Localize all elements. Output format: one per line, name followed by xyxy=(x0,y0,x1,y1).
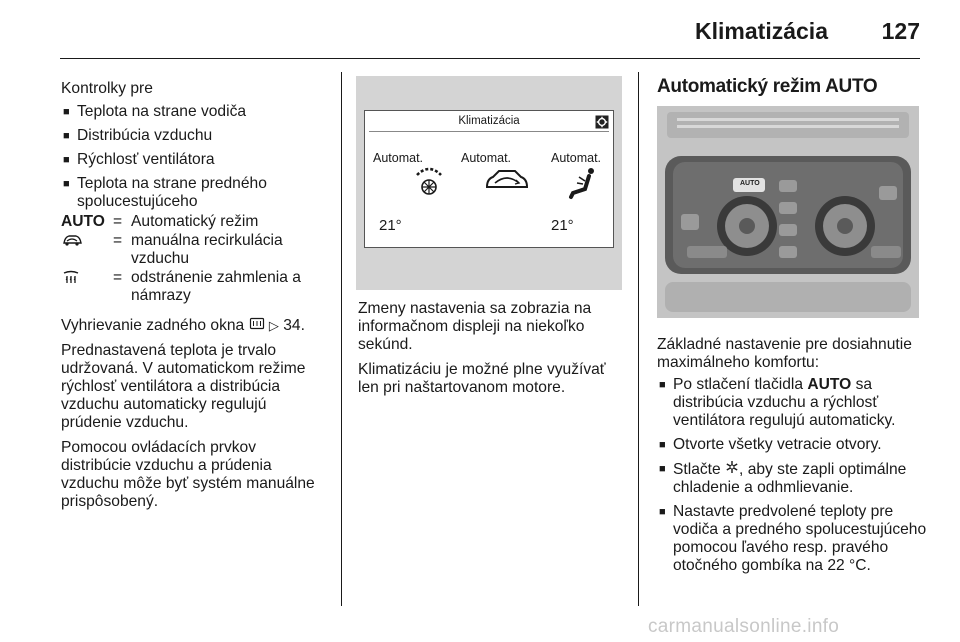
equals-sign: = xyxy=(113,213,123,230)
display-screen xyxy=(364,110,614,248)
rear-window-heating-icon xyxy=(249,317,265,334)
temperature-left: 21° xyxy=(379,217,402,234)
recirculation-description: manuálna recirkulácia vzduchu xyxy=(131,232,283,267)
page-number: 127 xyxy=(881,18,920,44)
seat-airflow-icon xyxy=(565,165,601,201)
list-item: ■ Teplota na strane predného spolucestujúceho xyxy=(61,175,277,211)
auto-mode-steps xyxy=(657,376,927,575)
list-item xyxy=(657,460,927,497)
display-label-center: Automat. xyxy=(461,151,512,165)
paragraph-display-changes: Zmeny nastavenia sa zobrazia na informačnom displeji na niekoľko sekúnd. xyxy=(358,300,592,353)
equals-sign: = xyxy=(113,232,123,249)
display-title: Klimatizácia xyxy=(458,115,520,127)
page-header xyxy=(60,16,920,56)
gear-icon xyxy=(595,115,609,129)
section-heading: Automatický režim AUTO xyxy=(657,76,878,97)
display-title-divider xyxy=(369,131,609,132)
step-text: Po stlačení tlačidla xyxy=(673,376,804,393)
display-label-left: Automat. xyxy=(373,151,424,165)
indicators-list xyxy=(61,103,329,211)
column-divider-2 xyxy=(638,72,639,606)
column-3-body xyxy=(657,336,927,575)
step-text: sa distribúcia vzduchu a rýchlosť ventilátora regulujú automaticky. xyxy=(673,376,896,429)
definitions-list xyxy=(61,213,329,305)
temperature-right: 21° xyxy=(551,217,574,234)
paragraph-manual-controls: Pomocou ovládacích prvkov distribúcie vzduchu a prúdenia vzduchu môže byť systém manuálne prispôsobený. xyxy=(61,439,315,510)
column-1 xyxy=(61,80,329,511)
list-item: ■ Otvorte všetky vetracie otvory. xyxy=(657,436,927,454)
rear-heating-text: Vyhrievanie zadného okna xyxy=(61,317,245,334)
column-2 xyxy=(358,300,628,397)
list-item: ■ Teplota na strane vodiča xyxy=(61,103,329,121)
list-item: ■ Nastavte predvolené teploty pre vodiča a predného spolucestujúceho pomocou ľavého resp. pravého otočného gombíka na 22 °C. xyxy=(657,503,927,575)
ac-snowflake-icon xyxy=(725,461,739,478)
climate-control-panel-image xyxy=(657,106,919,318)
rear-heating-ref xyxy=(61,317,329,335)
header-divider xyxy=(60,58,920,59)
display-label-right: Automat. xyxy=(551,151,602,165)
equals-sign: = xyxy=(113,269,123,286)
paragraph-engine-running: Klimatizáciu je možné plne využívať len pri naštartovanom motore. xyxy=(358,361,606,396)
watermark: carmanualsonline.info xyxy=(648,616,840,637)
page-title: Klimatizácia xyxy=(695,18,828,44)
rear-heating-page-link[interactable]: 34. xyxy=(283,317,305,334)
step-text: , aby ste zapli optimálne chladenie a odhmlievanie. xyxy=(673,461,907,496)
page-reference-arrow-icon: ▷ xyxy=(268,318,279,333)
list-item: ■ Distribúcia vzduchu xyxy=(61,127,329,145)
auto-button-ref: AUTO xyxy=(807,376,852,393)
defrost-description: odstránenie zahmlenia a námrazy xyxy=(131,269,301,304)
control-panel-illustration xyxy=(657,106,919,318)
list-item xyxy=(657,376,927,430)
recirculation-icon xyxy=(61,232,113,268)
defrost-icon xyxy=(61,269,113,305)
list-item: ■ Rýchlosť ventilátora xyxy=(61,151,329,169)
auto-description: Automatický režim xyxy=(131,213,259,230)
column-divider-1 xyxy=(341,72,342,606)
auto-button-label: AUTO xyxy=(740,180,760,187)
fan-icon xyxy=(411,165,447,201)
car-recirculation-icon xyxy=(483,165,531,195)
auto-mode-intro: Základné nastavenie pre dosiahnutie maximálneho komfortu: xyxy=(657,336,912,371)
paragraph-preset-temperature: Prednastavená teplota je trvalo udržovaná. V automatickom režime rýchlosť ventilátora a distribúcia vzduchu automaticky regulujú prúdenie vzduchu. xyxy=(61,342,306,431)
column-3 xyxy=(657,78,925,96)
step-text: Stlačte xyxy=(673,461,721,478)
indicators-intro: Kontrolky pre xyxy=(61,80,153,97)
auto-term: AUTO xyxy=(61,213,105,230)
info-display-image xyxy=(356,76,622,290)
